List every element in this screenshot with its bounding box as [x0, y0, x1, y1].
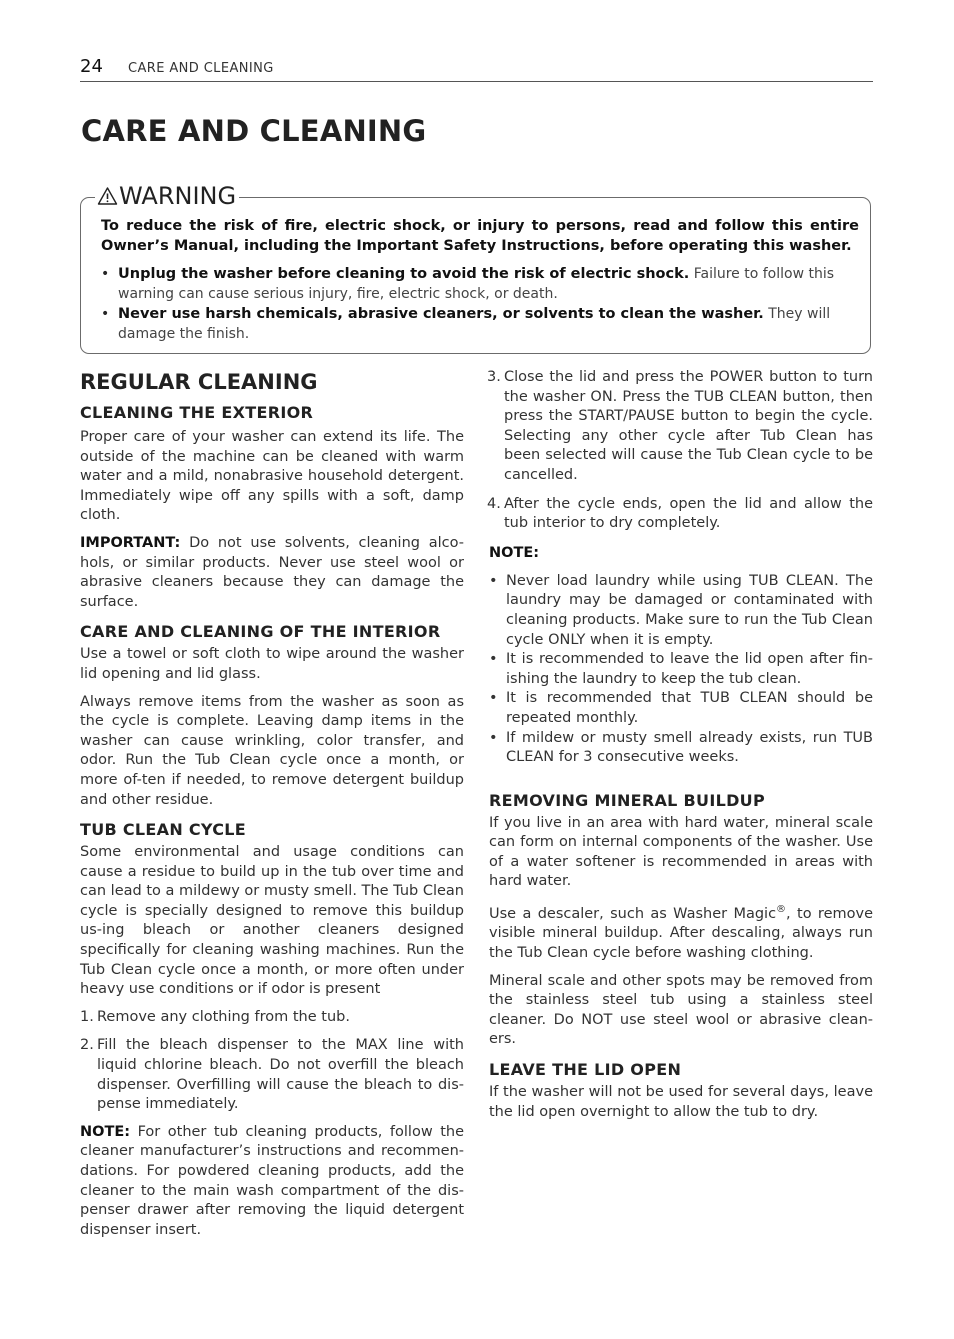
mineral-paragraph-2 — [489, 900, 873, 964]
note-item-text: Never load laundry while using TUB CLEAN. The laundry may be damaged or contaminated with cleaning products. Make sure to run the Tub Clean cycle ONLY when it is empty. — [506, 572, 873, 648]
mineral-paragraph-1: If you live in an area with hard water, mineral scale can form on internal components of the washer. Use of a water softener is recommended in areas with hard water. — [489, 814, 873, 890]
tub-clean-paragraph: Some environmental and usage conditions can cause a residue to build up in the tub over time and can lead to a mildewy or musty smell. The Tub Clean cycle is specially designed to remove this buildup us-ing bleach or another cleaners designed specifically for cleaning washing machines. Run the Tub Clean cycle once a month, or more often under heavy use conditions or if odor is present — [80, 844, 464, 998]
bullet-icon: • — [489, 651, 498, 668]
step-text: After the cycle ends, open the lid and allow the tub interior to dry completely. — [504, 495, 873, 532]
warning-box — [80, 182, 871, 354]
warning-list — [101, 264, 859, 344]
page-title: CARE AND CLEANING — [81, 114, 427, 148]
step-number: 4. — [487, 495, 501, 512]
mineral-paragraph-3: Mineral scale and other spots may be removed from the stainless steel tub using a stainless steel cleaner. Do NOT use steel wool or abrasive clean-ers. — [489, 972, 873, 1048]
left-column — [80, 368, 464, 1240]
tub-clean-notes — [489, 572, 873, 768]
mineral-text-b: , to remove visible mineral buildup. After descaling, always run the Tub Clean cycle before washing clothing. — [489, 905, 873, 962]
bullet-icon: • — [489, 690, 498, 707]
running-title: CARE AND CLEANING — [128, 61, 274, 76]
tub-clean-steps — [80, 1008, 464, 1115]
important-label: IMPORTANT: — [80, 534, 181, 551]
note-item-text: If mildew or musty smell already exists, run TUB CLEAN for 3 consecutive weeks. — [506, 729, 873, 766]
note-item-text: It is recommended that TUB CLEAN should be repeated monthly. — [506, 690, 873, 726]
warning-item-text: Failure to follow this warning can cause serious injury, fire, electric shock, or death. — [118, 266, 835, 302]
step-item — [80, 1036, 464, 1114]
bullet-icon: • — [489, 729, 498, 746]
registered-mark: ® — [776, 904, 787, 916]
tub-clean-steps-continued — [487, 368, 873, 534]
step-item — [80, 1008, 464, 1028]
important-paragraph — [80, 534, 464, 612]
note-item — [489, 729, 873, 768]
bullet-icon: • — [101, 266, 110, 282]
step-text: Remove any clothing from the tub. — [97, 1008, 350, 1025]
step-text: Close the lid and press the POWER button to turn the washer ON. Press the TUB CLEAN button, then press the START/PAUSE button to begin the cycle. Selecting any other cycle after Tub Clean has been selected will cause the Tub Clean cycle to be cancelled. — [504, 369, 873, 483]
heading-leave-lid-open: LEAVE THE LID OPEN — [489, 1060, 682, 1080]
note-item — [489, 650, 873, 689]
note-label: NOTE: — [80, 1123, 131, 1140]
step-number: 1. — [80, 1008, 94, 1025]
interior-paragraph-1: Use a towel or soft cloth to wipe around the washer lid opening and lid glass. — [80, 646, 464, 682]
warning-heading — [95, 182, 239, 210]
tub-clean-note — [80, 1123, 464, 1241]
warning-intro: To reduce the risk of fire, electric shock, or injury to persons, read and follow this entire Owner’s Manual, including the Important Safety Instructions, before operating this washer. — [101, 218, 859, 254]
bullet-icon: • — [101, 306, 110, 322]
warning-label: WARNING — [119, 182, 237, 210]
note-label-2: NOTE: — [489, 544, 540, 561]
warning-item — [101, 264, 859, 304]
page-header — [80, 54, 873, 82]
step-number: 2. — [80, 1037, 94, 1054]
section-title-regular-cleaning: REGULAR CLEANING — [80, 370, 318, 394]
step-item — [487, 495, 873, 534]
step-number: 3. — [487, 369, 501, 385]
warning-triangle-icon — [97, 186, 118, 206]
step-text: Fill the bleach dispenser to the MAX line with liquid chlorine bleach. Do not overfill the bleach dispenser. Overfilling will cause the bleach to dis-pense immediately. — [97, 1037, 464, 1113]
step-item — [487, 368, 873, 486]
note-item — [489, 689, 873, 728]
warning-item-bold: Never use harsh chemicals, abrasive cleaners, or solvents to clean the washer. — [118, 306, 764, 322]
heading-tub-clean: TUB CLEAN CYCLE — [80, 820, 247, 840]
heading-mineral-buildup: REMOVING MINERAL BUILDUP — [489, 790, 765, 810]
warning-item — [101, 304, 859, 344]
note-text: For other tub cleaning products, follow the cleaner manufacturer’s instructions and recommen-dations. For powdered cleaning products, add the cleaner to the main wash compartment of the dis-penser drawer after removing the liquid detergent dispenser insert. — [80, 1123, 464, 1238]
exterior-paragraph: Proper care of your washer can extend its life. The outside of the machine can be cleaned with warm water and a mild, nonabrasive household detergent. Immediately wipe off any spills with a soft, damp cloth. — [80, 429, 464, 524]
heading-cleaning-exterior: CLEANING THE EXTERIOR — [80, 403, 314, 422]
lid-open-paragraph: If the washer will not be used for several days, leave the lid open overnight to allow the tub to dry. — [489, 1084, 873, 1120]
warning-item-bold: Unplug the washer before cleaning to avoid the risk of electric shock. — [118, 266, 690, 282]
important-text: Do not use solvents, cleaning alco-hols, or similar products. Never use steel wool or abrasive cleaners because they can damage the surface. — [80, 534, 464, 610]
warning-item-text: They will damage the finish. — [118, 306, 831, 342]
interior-paragraph-2: Always remove items from the washer as soon as the cycle is complete. Leaving damp items in the washer can cause wrinkling, color transfer, and odor. Run the Tub Clean cycle once a month, or more of-ten if needed, to remove detergent buildup and other residue. — [80, 693, 464, 808]
right-column — [489, 368, 873, 1122]
note-item — [489, 572, 873, 650]
bullet-icon: • — [489, 572, 498, 589]
page-number: 24 — [80, 56, 103, 77]
note-item-text: It is recommended to leave the lid open after fin-ishing the laundry to keep the tub clean. — [506, 651, 873, 687]
heading-interior: CARE AND CLEANING OF THE INTERIOR — [80, 622, 441, 642]
mineral-text-a: Use a descaler, such as Washer Magic — [489, 905, 777, 922]
